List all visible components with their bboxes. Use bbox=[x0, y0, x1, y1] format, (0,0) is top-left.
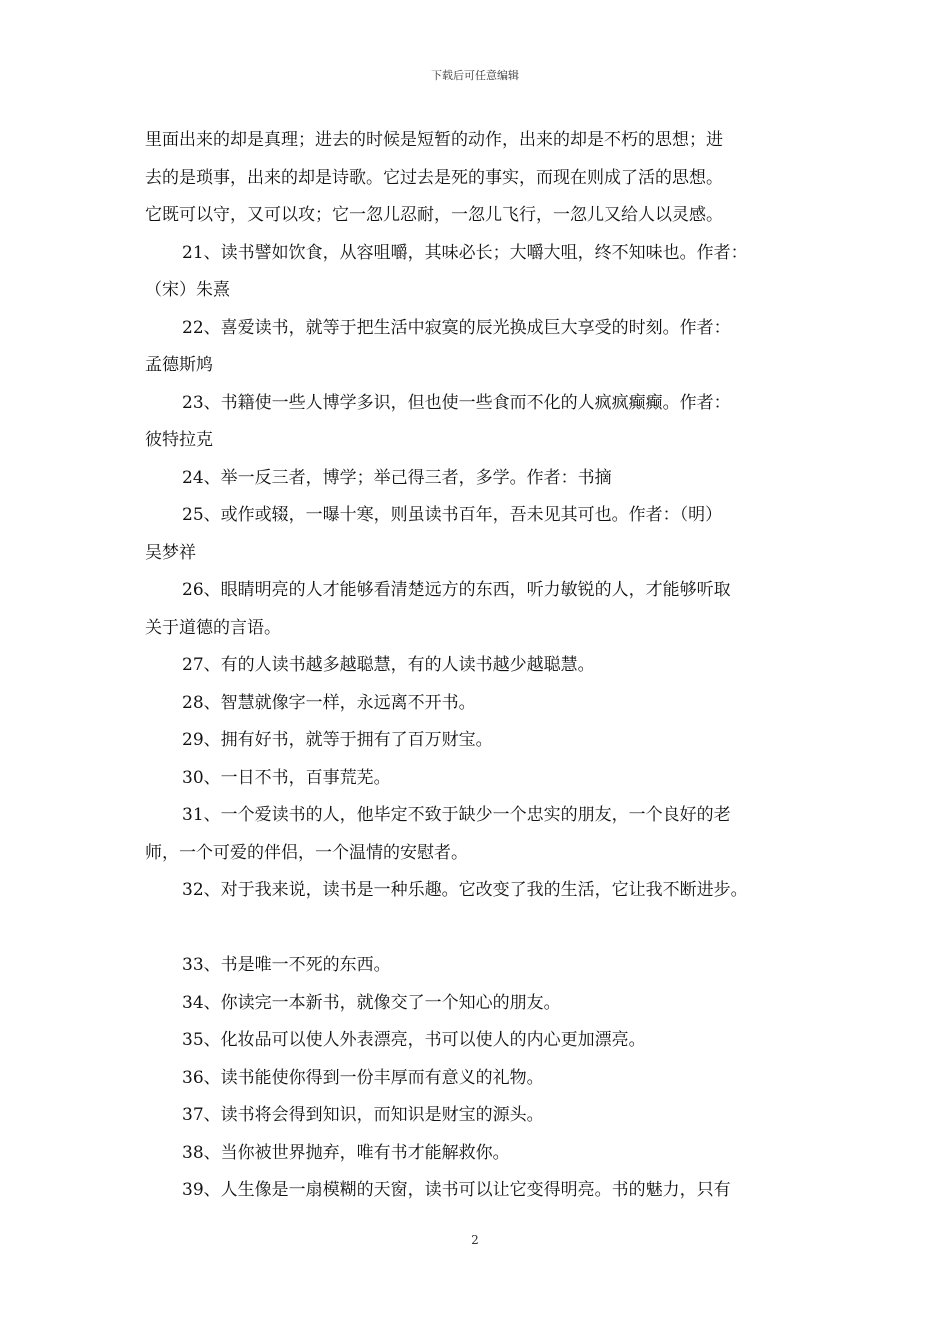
quote-31: 31、一个爱读书的人，他毕定不致于缺少一个忠实的朋友，一个良好的老 bbox=[182, 805, 731, 825]
quote-21: 21、读书譬如饮食，从容咀嚼，其味必长；大嚼大咀，终不知味也。作者： bbox=[182, 242, 748, 263]
quote-31-continued: 师，一个可爱的伴侣，一个温情的安慰者。 bbox=[145, 842, 468, 863]
quote-27: 27、有的人读书越多越聪慧，有的人读书越少越聪慧。 bbox=[182, 655, 595, 675]
quote-26-continued: 关于道德的言语。 bbox=[145, 617, 281, 638]
quote-22-author: 孟德斯鸠 bbox=[145, 355, 213, 375]
quote-23: 23、书籍使一些人博学多识，但也使一些食而不化的人疯疯癫癫。作者： bbox=[182, 392, 731, 413]
quote-36: 36、读书能使你得到一份丰厚而有意义的礼物。 bbox=[182, 1067, 544, 1088]
quote-25-author: 吴梦祥 bbox=[145, 542, 196, 563]
quote-24: 24、举一反三者，博学；举己得三者，多学。作者：书摘 bbox=[182, 467, 612, 488]
quote-38: 38、当你被世界抛弃，唯有书才能解救你。 bbox=[182, 1142, 510, 1163]
quote-29: 29、拥有好书，就等于拥有了百万财宝。 bbox=[182, 730, 493, 750]
text-line: 去的是琐事，出来的却是诗歌。它过去是死的事实，而现在则成了活的思想。 bbox=[145, 167, 723, 188]
quote-25: 25、或作或辍，一曝十寒，则虽读书百年，吾未见其可也。作者：（明） bbox=[182, 505, 723, 525]
quote-39: 39、人生像是一扇模糊的天窗，读书可以让它变得明亮。书的魅力，只有 bbox=[182, 1180, 731, 1200]
quote-28: 28、智慧就像字一样，永远离不开书。 bbox=[182, 692, 476, 713]
quote-30: 30、一日不书，百事荒芜。 bbox=[182, 767, 391, 788]
quote-21-author: （宋）朱熹 bbox=[145, 280, 230, 300]
document-body bbox=[145, 122, 825, 1210]
quote-34: 34、你读完一本新书，就像交了一个知心的朋友。 bbox=[182, 992, 561, 1013]
quote-37: 37、读书将会得到知识，而知识是财宝的源头。 bbox=[182, 1105, 544, 1125]
quote-23-author: 彼特拉克 bbox=[145, 430, 213, 450]
page-number: 2 bbox=[471, 1233, 479, 1247]
quote-32: 32、对于我来说，读书是一种乐趣。它改变了我的生活，它让我不断进步。 bbox=[182, 880, 748, 900]
quote-35: 35、化妆品可以使人外表漂亮，书可以使人的内心更加漂亮。 bbox=[182, 1030, 646, 1050]
quote-33: 33、书是唯一不死的东西。 bbox=[182, 955, 391, 975]
page-header: 下载后可任意编辑 bbox=[431, 69, 519, 82]
quote-26: 26、眼睛明亮的人才能够看清楚远方的东西，听力敏锐的人，才能够听取 bbox=[182, 580, 731, 600]
text-line: 里面出来的却是真理；进去的时候是短暂的动作，出来的却是不朽的思想；进 bbox=[145, 130, 723, 150]
blank-line bbox=[145, 910, 825, 948]
quote-22: 22、喜爱读书，就等于把生活中寂寞的辰光换成巨大享受的时刻。作者： bbox=[182, 317, 731, 338]
text-line: 它既可以守，又可以攻；它一忽儿忍耐，一忽儿飞行，一忽儿又给人以灵感。 bbox=[145, 205, 723, 225]
